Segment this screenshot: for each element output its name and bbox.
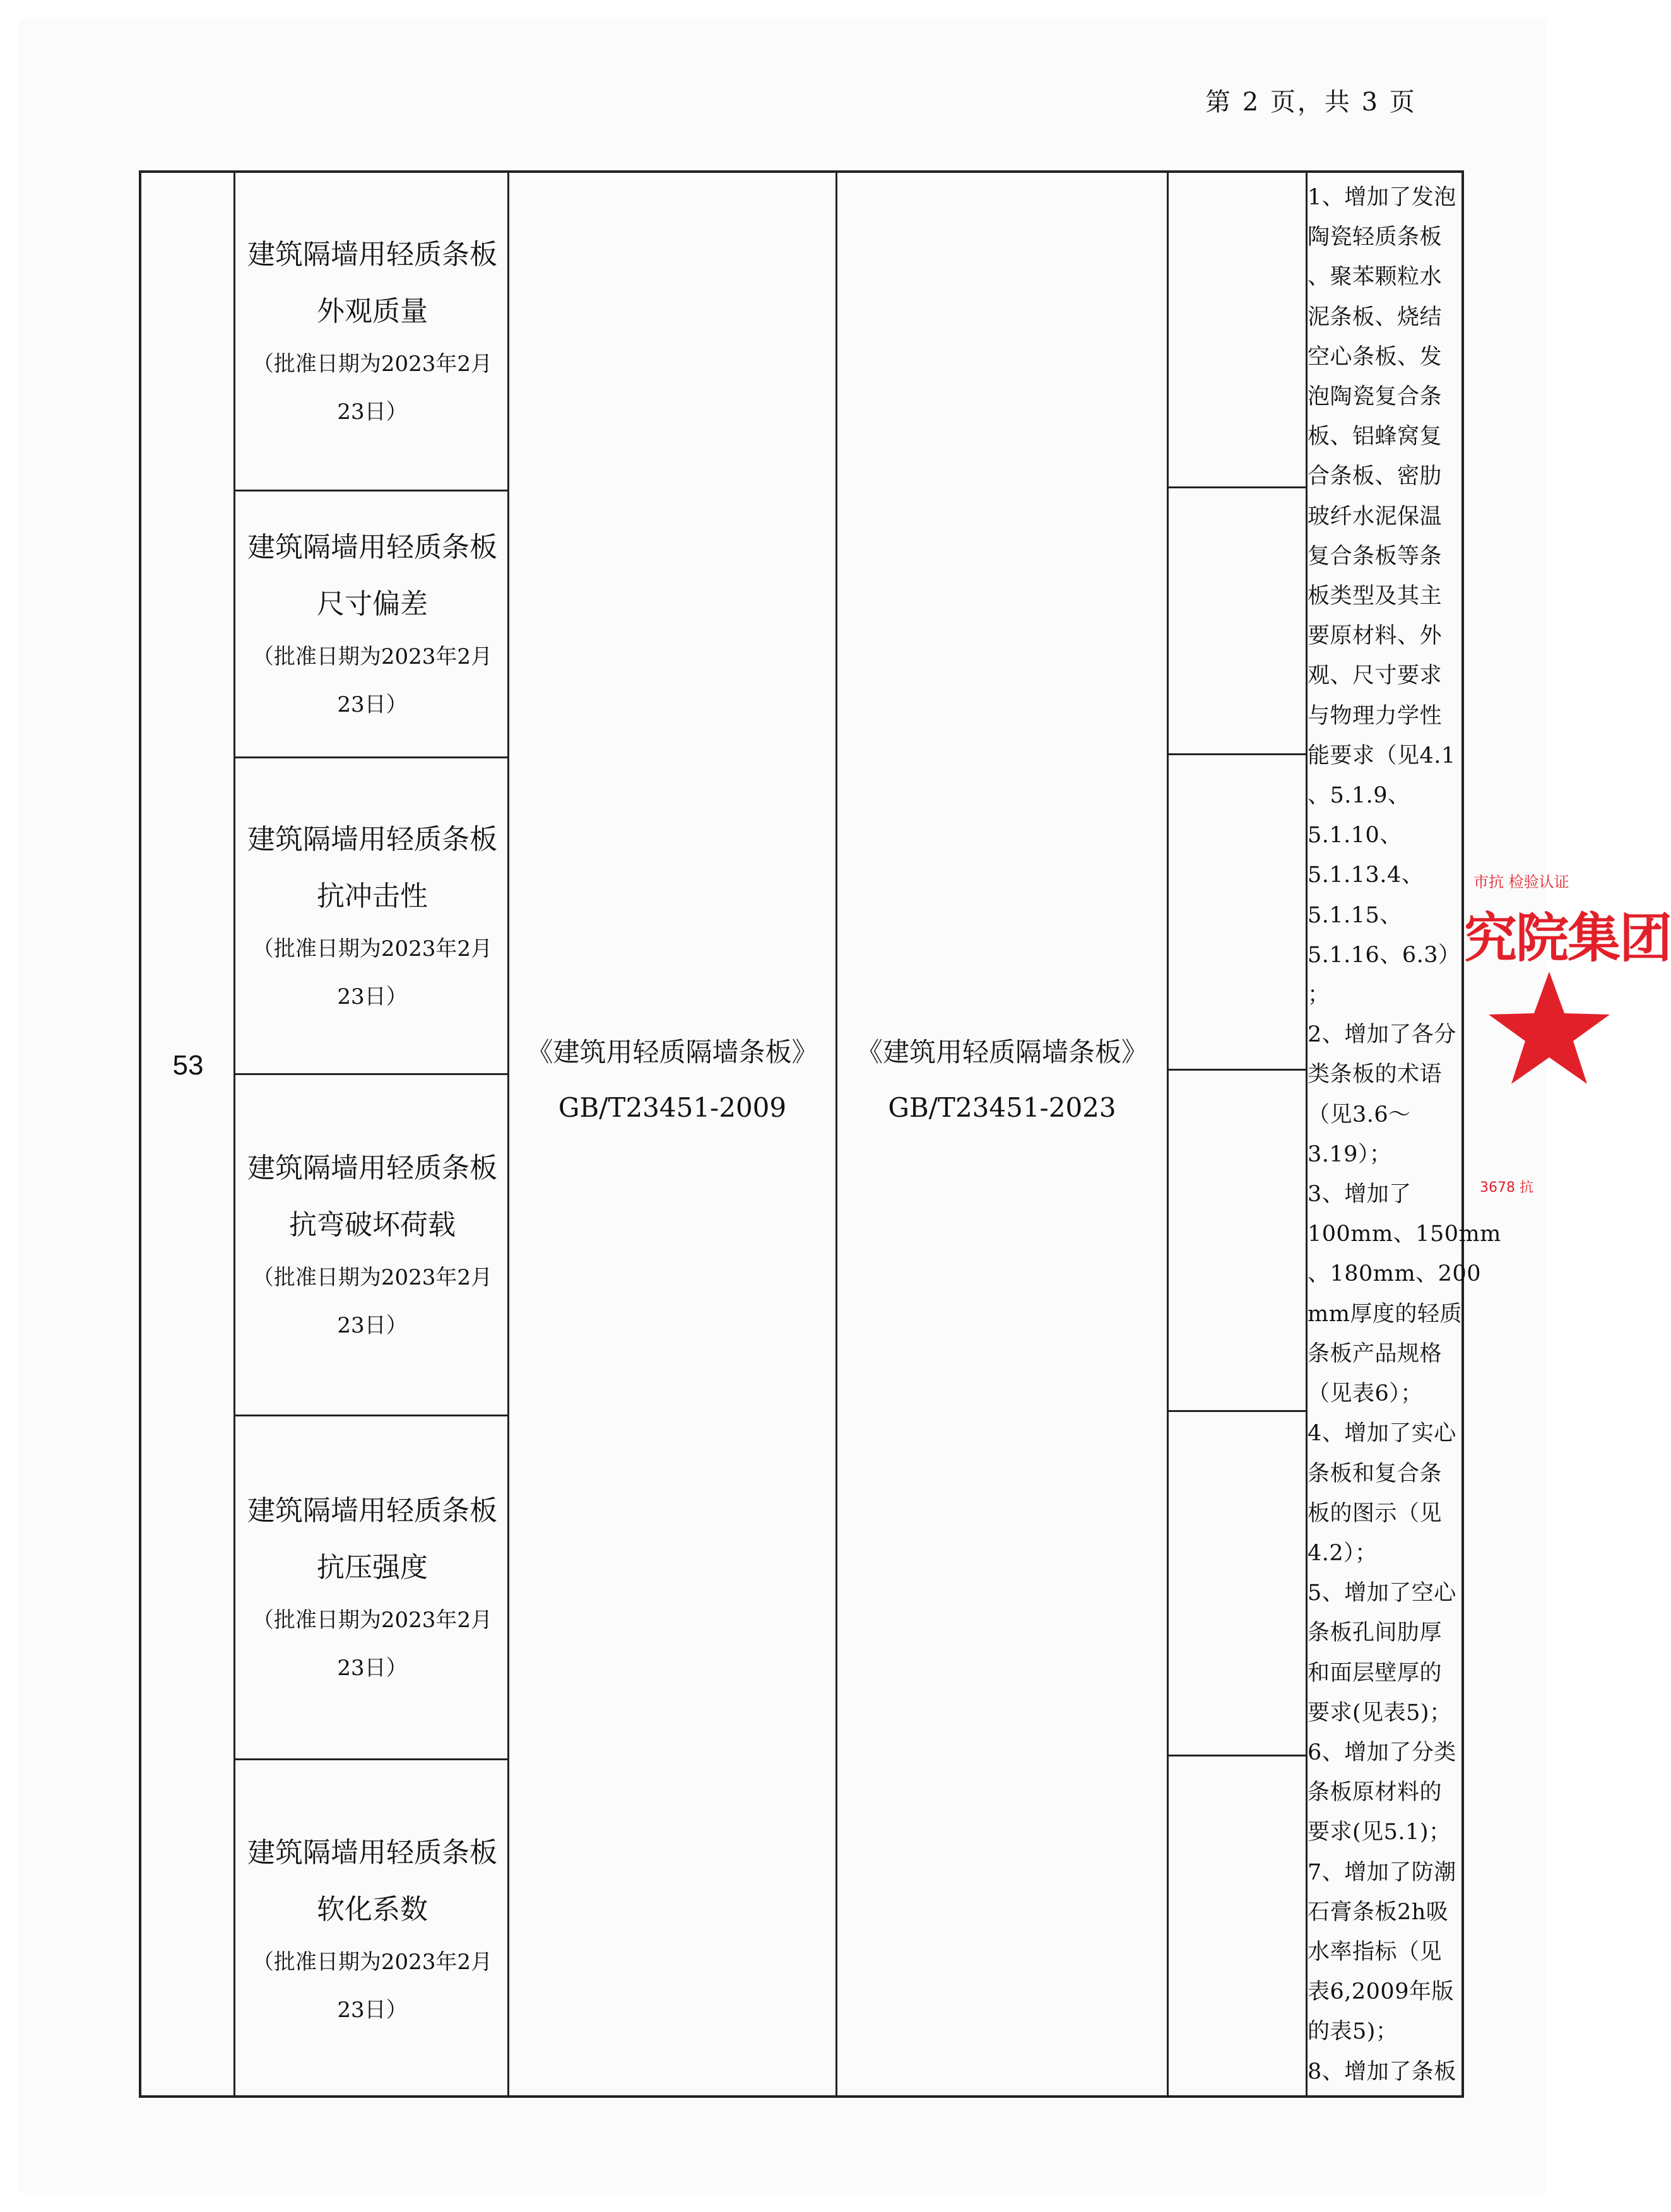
item-name: 抗弯破坏荷载 — [289, 1209, 456, 1241]
test-item — [236, 1075, 509, 1415]
old-standard-code: GB/T23451-2009 — [558, 1092, 787, 1123]
change-line: 6、增加了分类 — [1308, 1739, 1456, 1765]
approval-date: 23日） — [337, 399, 408, 425]
change-line: 的表5)； — [1308, 2019, 1398, 2045]
change-line: ； — [1308, 982, 1330, 1008]
change-line: 要原材料、外 — [1308, 623, 1443, 649]
change-line: 陶瓷轻质条板 — [1308, 225, 1443, 250]
change-line: 条板产品规格 — [1308, 1341, 1443, 1367]
change-line: 条板和复合条 — [1308, 1461, 1443, 1486]
seal-bottom-text: 3678 抗 — [1480, 1180, 1533, 1196]
item-name: 建筑隔墙用轻质条板 — [247, 531, 497, 563]
approval-date: 23日） — [337, 1997, 408, 2023]
change-line: 泥条板、烧结 — [1308, 304, 1443, 330]
new-standard-code: GB/T23451-2023 — [888, 1092, 1116, 1123]
column-divider — [233, 173, 235, 2095]
change-line: 要求(见表5)； — [1308, 1700, 1452, 1726]
change-line: 条板原材料的 — [1308, 1780, 1443, 1806]
seal-main-text: 究院集团 — [1464, 907, 1671, 969]
sequence-number: 53 — [172, 1050, 204, 1081]
change-line: 5.1.16、6.3） — [1308, 942, 1461, 968]
approval-date: （批准日期为2023年2月 — [252, 1265, 493, 1290]
change-line: 板类型及其主 — [1308, 584, 1443, 609]
test-item — [236, 491, 509, 756]
change-line: 空心条板、发 — [1308, 344, 1443, 370]
change-line: 和面层壁厚的 — [1308, 1660, 1443, 1686]
seal-top-text: 市抗 检验认证 — [1473, 873, 1569, 891]
old-standard-title: 《建筑用轻质隔墙条板》 — [526, 1037, 818, 1068]
change-line: 条板孔间肋厚 — [1308, 1620, 1443, 1646]
test-item — [236, 758, 509, 1073]
change-line: 玻纤水泥保温 — [1308, 503, 1443, 529]
approval-date: （批准日期为2023年2月 — [252, 644, 493, 669]
item-name: 建筑隔墙用轻质条板 — [247, 1836, 497, 1869]
new-standard-title: 《建筑用轻质隔墙条板》 — [856, 1037, 1148, 1068]
item-name: 外观质量 — [317, 295, 428, 327]
approval-date: 23日） — [337, 984, 408, 1009]
approval-date: 23日） — [337, 1313, 408, 1338]
old-standard — [509, 1025, 835, 1136]
item-name: 建筑隔墙用轻质条板 — [247, 238, 497, 271]
test-item — [236, 1760, 509, 2098]
standards-change-table — [139, 170, 1501, 2098]
change-line: 、180mm、200 — [1308, 1261, 1481, 1287]
change-line: 5.1.10、 — [1308, 823, 1402, 849]
approval-date: 23日） — [337, 692, 408, 717]
change-line: 水率指标（见 — [1308, 1939, 1443, 1965]
page-number: 第 2 页，共 3 页 — [1205, 88, 1417, 117]
change-line: 7、增加了防潮 — [1308, 1859, 1456, 1885]
new-standard — [837, 1025, 1167, 1136]
change-line: 表6,2009年版 — [1308, 1979, 1454, 2005]
test-item — [236, 1416, 509, 1758]
item-name: 软化系数 — [317, 1893, 428, 1926]
change-line: 合条板、密肋 — [1308, 464, 1443, 490]
change-line: 5.1.13.4、 — [1308, 862, 1424, 888]
row-divider — [1167, 1069, 1307, 1071]
approval-date: （批准日期为2023年2月 — [252, 1949, 493, 1975]
row-divider — [1167, 1410, 1307, 1412]
item-name: 建筑隔墙用轻质条板 — [247, 823, 497, 856]
change-description — [1308, 178, 1501, 2092]
change-line: 4、增加了实心 — [1308, 1421, 1456, 1447]
change-line: 3.19）； — [1308, 1141, 1392, 1167]
change-line: 4.2）； — [1308, 1540, 1378, 1566]
scanned-page — [19, 19, 1671, 2193]
item-name: 抗压强度 — [317, 1551, 428, 1584]
official-seal — [1455, 858, 1671, 1211]
change-line: 100mm、150mm — [1308, 1221, 1501, 1247]
change-line: 8、增加了条板 — [1308, 2059, 1456, 2085]
item-name: 尺寸偏差 — [317, 588, 428, 620]
change-line: （见表6）； — [1308, 1381, 1423, 1407]
row-divider — [1167, 486, 1307, 488]
change-line: 、聚苯颗粒水 — [1308, 264, 1443, 290]
change-line: mm厚度的轻质 — [1308, 1301, 1462, 1327]
item-name: 抗冲击性 — [317, 880, 428, 912]
approval-date: 23日） — [337, 1656, 408, 1681]
change-line: 板、铝蜂窝复 — [1308, 424, 1443, 450]
test-item — [236, 173, 509, 490]
change-line: （见3.6～ — [1308, 1102, 1411, 1127]
change-line: 复合条板等条 — [1308, 543, 1443, 569]
change-line: 5.1.15、 — [1308, 902, 1402, 928]
change-line: 要求(见5.1)； — [1308, 1820, 1451, 1845]
item-name: 建筑隔墙用轻质条板 — [247, 1152, 497, 1184]
approval-date: （批准日期为2023年2月 — [252, 1608, 493, 1633]
change-line: 石膏条板2h吸 — [1308, 1899, 1449, 1925]
change-line: 泡陶瓷复合条 — [1308, 384, 1443, 410]
column-divider — [1167, 173, 1169, 2095]
change-line: 板的图示（见 — [1308, 1500, 1443, 1526]
item-name: 建筑隔墙用轻质条板 — [247, 1495, 497, 1527]
approval-date: （批准日期为2023年2月 — [252, 351, 493, 377]
change-line: 与物理力学性 — [1308, 703, 1443, 729]
change-line: 、5.1.9、 — [1308, 783, 1410, 809]
change-line: 5、增加了空心 — [1308, 1580, 1456, 1606]
approval-date: （批准日期为2023年2月 — [252, 936, 493, 962]
change-line: 观、尺寸要求 — [1308, 663, 1443, 689]
change-line: 1、增加了发泡 — [1308, 185, 1456, 210]
seal-star-icon — [1486, 972, 1612, 1085]
change-line: 能要求（见4.1 — [1308, 743, 1456, 768]
row-divider — [1167, 753, 1307, 755]
change-line: 2、增加了各分 — [1308, 1022, 1456, 1048]
change-line: 类条板的术语 — [1308, 1062, 1443, 1088]
change-line: 3、增加了 — [1308, 1182, 1412, 1208]
row-divider — [1167, 1755, 1307, 1756]
